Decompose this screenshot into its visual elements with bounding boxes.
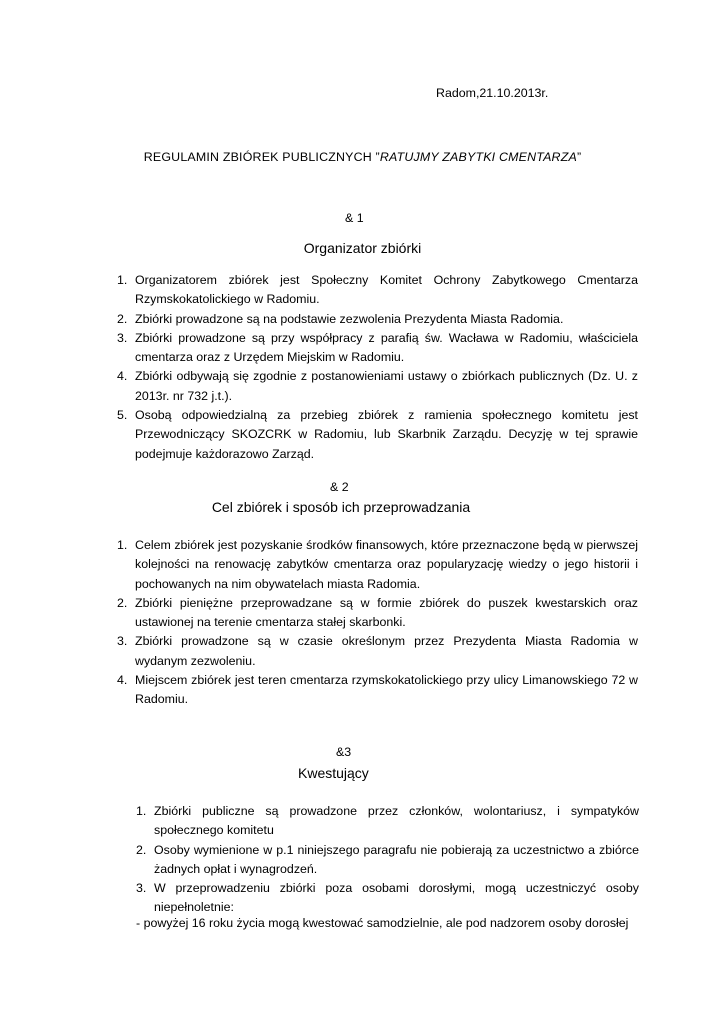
- item-number: 5.: [117, 408, 128, 423]
- list-item: [136, 841, 639, 880]
- list-item: [117, 594, 638, 633]
- section-1-heading: Organizator zbiórki: [303, 240, 422, 256]
- section-1-mark: & 1: [345, 211, 364, 225]
- list-item: [117, 406, 638, 464]
- section-3-heading: Kwestujący: [298, 765, 369, 781]
- item-number: 1.: [117, 538, 128, 552]
- item-number: 3.: [117, 634, 128, 649]
- item-text: Zbiórki prowadzone są w czasie określonym przez Prezydenta Miasta Radomia w wydanym zezwoleniu.: [135, 634, 638, 668]
- title-prefix: REGULAMIN ZBIÓREK PUBLICZNYCH ”: [143, 150, 380, 164]
- list-item: [117, 632, 638, 671]
- item-text: Miejscem zbiórek jest teren cmentarza rzymskokatolickiego przy ulicy Limanowskiego 72 w Radomiu.: [135, 673, 638, 707]
- item-number: 2.: [136, 842, 147, 857]
- item-text: Zbiórki prowadzone są przy współpracy z parafią św. Wacława w Radomiu, właściciela cmentarza oraz z Urzędem Miejskim w Radomiu.: [135, 330, 638, 365]
- item-text: Zbiórki prowadzone są na podstawie zezwolenia Prezydenta Miasta Radomia.: [135, 311, 564, 326]
- item-number: 3.: [136, 881, 147, 896]
- title-suffix: ”: [576, 150, 582, 164]
- item-number: 1.: [136, 804, 147, 818]
- list-item: [117, 671, 638, 710]
- document-title: [0, 150, 725, 164]
- item-number: 2.: [117, 311, 128, 326]
- list-item: [117, 329, 638, 368]
- item-text: Osobą odpowiedzialną za przebieg zbiórek z ramienia społecznego komitetu jest Przewodniczący SKOZCRK w Radomiu, lub Skarbnik Zarządu. Decyzję w tej sprawie podejmuje każdorazowo Zarząd.: [135, 408, 638, 461]
- item-number: 4.: [117, 673, 128, 688]
- item-text: Celem zbiórek jest pozyskanie środków finansowych, które przeznaczone będą w pierwszej kolejności na renowację zabytków cmentarza oraz popularyzację wiedzy o jego historii i pochowanych na nim obywatelach miasta Radomia.: [135, 538, 638, 591]
- item-number: 3.: [117, 330, 128, 345]
- list-item: [136, 879, 639, 918]
- item-text: Zbiórki pieniężne przeprowadzane są w formie zbiórek do puszek kwestarskich oraz ustawionej na terenie cmentarza stałej skarbonki.: [135, 595, 638, 630]
- item-text: Organizatorem zbiórek jest Społeczny Komitet Ochrony Zabytkowego Cmentarza Rzymskokatolickiego w Radomiu.: [135, 273, 638, 307]
- section-2-heading: Cel zbiórek i sposób ich przeprowadzania: [211, 499, 471, 515]
- item-number: 2.: [117, 595, 128, 610]
- item-text: W przeprowadzeniu zbiórki poza osobami dorosłymi, mogą uczestniczyć osoby niepełnoletnie:: [154, 881, 639, 915]
- list-item: [136, 802, 639, 841]
- item-number: 1.: [117, 273, 128, 287]
- section-1-list: [117, 271, 638, 464]
- section-2-list: [117, 536, 638, 710]
- list-item: [117, 536, 638, 594]
- section-2-mark: & 2: [330, 480, 349, 494]
- item-text: Zbiórki odbywają się zgodnie z postanowieniami ustawy o zbiórkach publicznych (Dz. U. z 2013r. nr 732 j.t.).: [135, 369, 638, 403]
- section-3-mark: &3: [336, 745, 352, 759]
- item-text: Osoby wymienione w p.1 niniejszego paragrafu nie pobierają za uczestnictwo a zbiórce żadnych opłat i wynagrodzeń.: [154, 842, 639, 876]
- list-item: [117, 367, 638, 406]
- document-date: Radom,21.10.2013r.: [436, 86, 549, 100]
- title-italic: RATUJMY ZABYTKI CMENTARZA: [379, 150, 577, 164]
- section-3-list: [136, 802, 639, 918]
- item-number: 4.: [117, 369, 128, 384]
- section-3-extra-line: - powyżej 16 roku życia mogą kwestować samodzielnie, ale pod nadzorem osoby dorosłej: [136, 916, 629, 930]
- item-text: Zbiórki publiczne są prowadzone przez członków, wolontariusz, i sympatyków społecznego komitetu: [154, 804, 639, 838]
- list-item: [117, 271, 638, 310]
- list-item: [117, 310, 638, 329]
